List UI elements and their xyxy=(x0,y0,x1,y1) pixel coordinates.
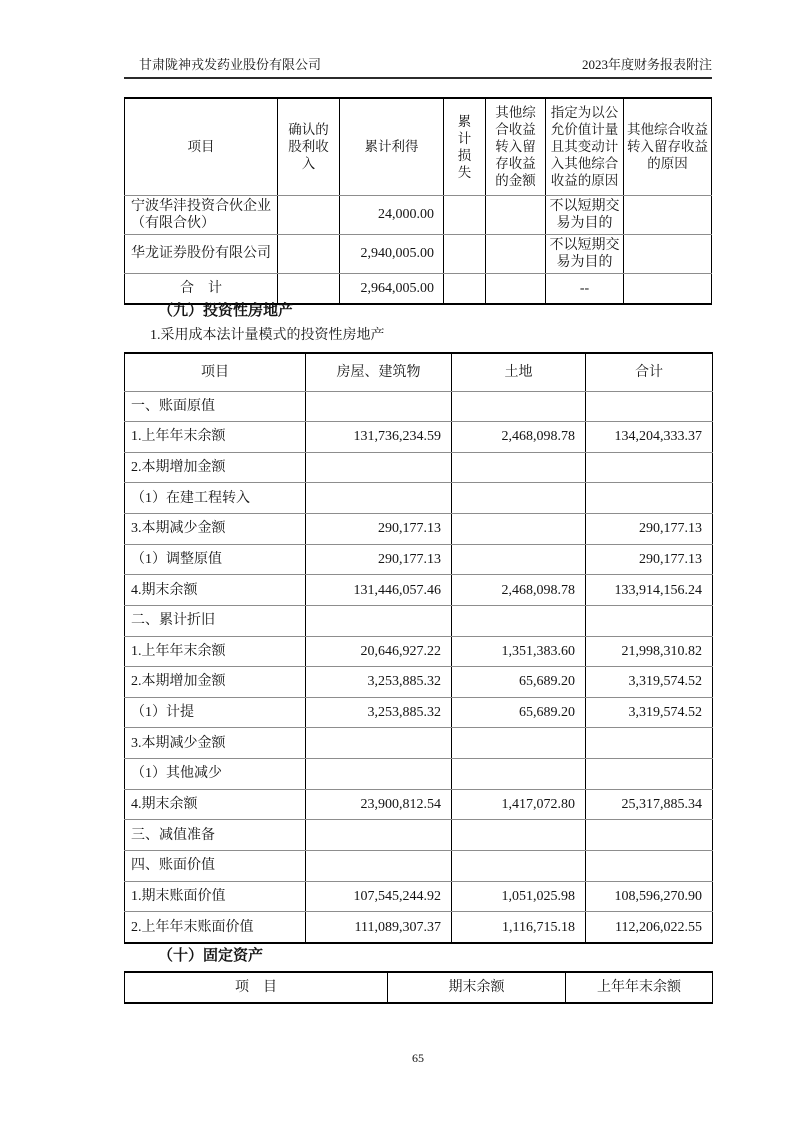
table-cell xyxy=(452,544,586,575)
table-row xyxy=(125,452,713,483)
header-divider xyxy=(124,77,712,79)
table-row xyxy=(125,636,713,667)
table-cell: 2,964,005.00 xyxy=(340,273,444,304)
table-cell: 1.上年年末余额 xyxy=(125,422,306,453)
table-cell: 131,736,234.59 xyxy=(306,422,452,453)
table-cell: 25,317,885.34 xyxy=(586,789,713,820)
table-cell: 3,319,574.52 xyxy=(586,667,713,698)
table-cell: 3,253,885.32 xyxy=(306,667,452,698)
equity-table-header xyxy=(125,98,712,195)
table-cell xyxy=(306,483,452,514)
table-cell: 21,998,310.82 xyxy=(586,636,713,667)
table-cell: 2,468,098.78 xyxy=(452,575,586,606)
table-cell: 二、累计折旧 xyxy=(125,605,306,636)
table-cell xyxy=(444,234,486,273)
table-cell xyxy=(278,234,340,273)
table-row xyxy=(125,575,713,606)
table-cell: 3.本期减少金额 xyxy=(125,514,306,545)
table-cell xyxy=(444,195,486,234)
table-cell xyxy=(306,820,452,851)
table-cell: -- xyxy=(546,273,624,304)
column-header: 上年年末余额 xyxy=(566,972,713,1003)
column-header: 项目 xyxy=(125,353,306,391)
table-row xyxy=(125,514,713,545)
table-cell: 2,940,005.00 xyxy=(340,234,444,273)
table-cell xyxy=(444,273,486,304)
column-header: 指定为以公允价值计量且其变动计入其他综合收益的原因 xyxy=(546,98,624,195)
table-row xyxy=(125,544,713,575)
investment-property-table xyxy=(124,352,713,944)
table-cell xyxy=(486,273,546,304)
table-cell: 290,177.13 xyxy=(586,544,713,575)
table-cell xyxy=(586,391,713,422)
table-row xyxy=(125,391,713,422)
table-cell: （1）在建工程转入 xyxy=(125,483,306,514)
page-number: 65 xyxy=(412,1051,424,1065)
header-doc-title: 2023年度财务报表附注 xyxy=(581,57,712,72)
table-cell xyxy=(452,452,586,483)
column-header: 项 目 xyxy=(125,972,388,1003)
table-cell: 24,000.00 xyxy=(340,195,444,234)
table-row xyxy=(125,667,713,698)
table-cell: 4.期末余额 xyxy=(125,789,306,820)
column-header: 累计利得 xyxy=(340,98,444,195)
table-cell: 2,468,098.78 xyxy=(452,422,586,453)
table-cell xyxy=(586,759,713,790)
table-cell xyxy=(306,452,452,483)
fixed-assets-table xyxy=(124,971,713,1004)
table-row xyxy=(125,483,713,514)
table-cell: 三、减值准备 xyxy=(125,820,306,851)
column-header: 土地 xyxy=(452,353,586,391)
table-row xyxy=(125,728,713,759)
table-cell xyxy=(586,452,713,483)
table-row xyxy=(125,881,713,912)
table-cell: （1）其他减少 xyxy=(125,759,306,790)
table-row xyxy=(125,234,712,273)
table-cell: （1）调整原值 xyxy=(125,544,306,575)
table-row xyxy=(125,195,712,234)
equity-table-body xyxy=(125,195,712,304)
table-cell xyxy=(452,728,586,759)
table-cell: 111,089,307.37 xyxy=(306,912,452,943)
table-cell: 107,545,244.92 xyxy=(306,881,452,912)
table-cell: 3.本期减少金额 xyxy=(125,728,306,759)
table-cell: 290,177.13 xyxy=(586,514,713,545)
table-row xyxy=(125,850,713,881)
table-cell: 290,177.13 xyxy=(306,544,452,575)
table-cell xyxy=(306,391,452,422)
table-header-row xyxy=(125,972,713,1003)
table-cell: 不以短期交易为目的 xyxy=(546,234,624,273)
table-cell xyxy=(486,234,546,273)
column-header: 合计 xyxy=(586,353,713,391)
table-cell: 1.期末账面价值 xyxy=(125,881,306,912)
table-cell xyxy=(278,195,340,234)
table-cell xyxy=(306,605,452,636)
table-cell: 133,914,156.24 xyxy=(586,575,713,606)
table-cell: 4.期末余额 xyxy=(125,575,306,606)
equity-instruments-table xyxy=(124,97,712,305)
table-cell: 2.本期增加金额 xyxy=(125,452,306,483)
table-row xyxy=(125,605,713,636)
investment-property-body xyxy=(125,391,713,943)
table-cell: 华龙证券股份有限公司 xyxy=(125,234,278,273)
table-cell xyxy=(278,273,340,304)
table-cell: 20,646,927.22 xyxy=(306,636,452,667)
table-cell: 1,351,383.60 xyxy=(452,636,586,667)
column-header: 房屋、建筑物 xyxy=(306,353,452,391)
table-cell xyxy=(452,820,586,851)
table-cell xyxy=(586,605,713,636)
section-9-subheading: 1.采用成本法计量模式的投资性房地产 xyxy=(150,328,385,343)
table-cell xyxy=(452,759,586,790)
table-cell: 四、账面价值 xyxy=(125,850,306,881)
table-cell xyxy=(452,850,586,881)
table-row xyxy=(125,697,713,728)
table-cell: 不以短期交易为目的 xyxy=(546,195,624,234)
table-cell: 合 计 xyxy=(125,273,278,304)
column-header: 确认的股利收入 xyxy=(278,98,340,195)
table-cell xyxy=(586,728,713,759)
table-cell: 1.上年年末余额 xyxy=(125,636,306,667)
table-cell xyxy=(586,483,713,514)
column-header: 期末余额 xyxy=(388,972,566,1003)
table-row xyxy=(125,912,713,943)
column-header: 其他综合收益转入留存收益的原因 xyxy=(624,98,712,195)
investment-property-header xyxy=(125,353,713,391)
section-10-heading: （十）固定资产 xyxy=(158,948,264,964)
table-cell xyxy=(306,728,452,759)
table-cell: （1）计提 xyxy=(125,697,306,728)
table-cell xyxy=(624,273,712,304)
table-header-row xyxy=(125,353,713,391)
table-row xyxy=(125,759,713,790)
table-cell: 112,206,022.55 xyxy=(586,912,713,943)
column-header: 累计损失 xyxy=(444,98,486,195)
header-company-name: 甘肃陇神戎发药业股份有限公司 xyxy=(139,57,322,72)
table-cell: 108,596,270.90 xyxy=(586,881,713,912)
table-cell xyxy=(586,850,713,881)
table-cell: 3,253,885.32 xyxy=(306,697,452,728)
table-cell xyxy=(452,605,586,636)
table-cell: 65,689.20 xyxy=(452,697,586,728)
table-cell xyxy=(452,391,586,422)
table-cell xyxy=(306,759,452,790)
table-cell: 1,051,025.98 xyxy=(452,881,586,912)
running-header xyxy=(124,57,712,73)
table-cell: 一、账面原值 xyxy=(125,391,306,422)
table-header-row xyxy=(125,98,712,195)
table-row xyxy=(125,422,713,453)
table-cell xyxy=(452,514,586,545)
table-cell: 134,204,333.37 xyxy=(586,422,713,453)
table-cell xyxy=(452,483,586,514)
table-cell: 131,446,057.46 xyxy=(306,575,452,606)
table-cell: 2.上年年末账面价值 xyxy=(125,912,306,943)
table-cell xyxy=(306,850,452,881)
table-row xyxy=(125,820,713,851)
table-cell xyxy=(486,195,546,234)
table-cell: 290,177.13 xyxy=(306,514,452,545)
table-cell: 65,689.20 xyxy=(452,667,586,698)
section-9-heading: （九）投资性房地产 xyxy=(158,303,294,319)
fixed-assets-header xyxy=(125,972,713,1003)
table-cell: 宁波华沣投资合伙企业（有限合伙） xyxy=(125,195,278,234)
table-cell xyxy=(586,820,713,851)
table-row xyxy=(125,273,712,304)
column-header: 项目 xyxy=(125,98,278,195)
table-cell: 2.本期增加金额 xyxy=(125,667,306,698)
table-cell: 1,417,072.80 xyxy=(452,789,586,820)
table-row xyxy=(125,789,713,820)
table-cell: 1,116,715.18 xyxy=(452,912,586,943)
table-cell: 3,319,574.52 xyxy=(586,697,713,728)
column-header: 其他综合收益转入留存收益的金额 xyxy=(486,98,546,195)
table-cell: 23,900,812.54 xyxy=(306,789,452,820)
table-cell xyxy=(624,195,712,234)
table-cell xyxy=(624,234,712,273)
